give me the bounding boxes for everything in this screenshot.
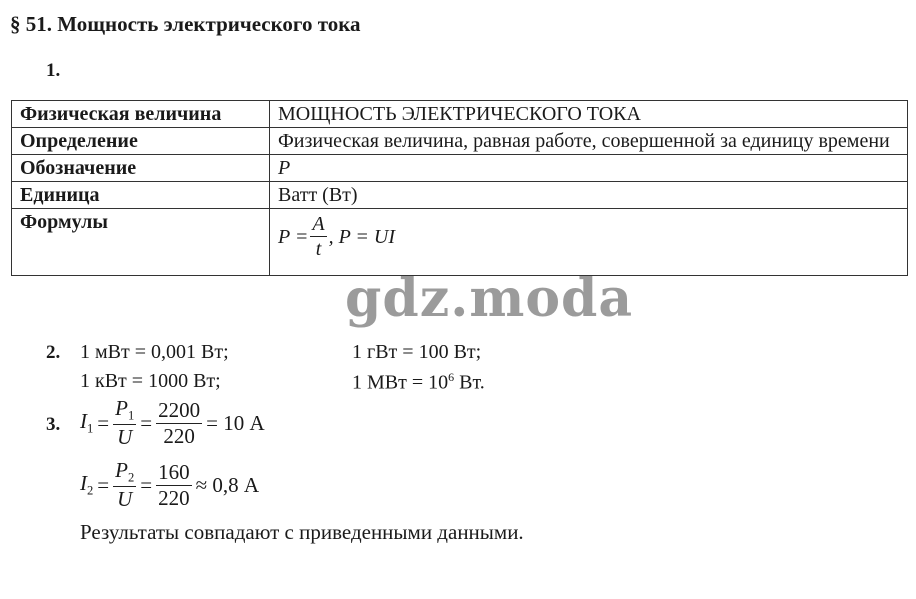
table-row	[12, 101, 908, 128]
conversion-item	[352, 370, 485, 395]
formula-fraction	[310, 214, 326, 259]
conversion-base: 1 МВт = 10	[352, 371, 449, 394]
conclusion-text: Результаты совпадают с приведенными данными.	[80, 520, 524, 544]
eq-fraction: $\frac{160}{220}$	[158, 459, 190, 510]
task-1-number: 1.	[46, 60, 61, 81]
formula-power	[278, 214, 395, 259]
table-value: МОЩНОСТЬ ЭЛЕКТРИЧЕСКОГО ТОКА	[270, 101, 908, 128]
table-row	[12, 155, 908, 182]
eq-fraction: $\frac{P_2}{U}$	[115, 458, 135, 511]
table-row	[12, 182, 908, 209]
conversion-item: 1 кВт = 1000 Вт;	[80, 370, 221, 392]
table-key: Единица	[12, 182, 270, 209]
table-key: Обозначение	[12, 155, 270, 182]
table-value: Ватт (Вт)	[270, 182, 908, 209]
equation-current-2: $I_2$ = $\frac{P_2}{U}$ = $\frac{160}{220}$ ≈ 0,8 А	[80, 458, 260, 511]
eq-lhs: $I_2$	[80, 471, 94, 498]
table-value: P	[270, 155, 908, 182]
page-title: § 51. Мощность электрического тока	[10, 12, 361, 36]
table-row	[12, 128, 908, 155]
table-value	[270, 209, 908, 276]
conversion-unit: Вт.	[454, 371, 485, 394]
table-key: Определение	[12, 128, 270, 155]
quantity-table	[11, 100, 908, 276]
conversion-item: 1 гВт = 100 Вт;	[352, 341, 482, 363]
fraction-numerator: A	[312, 213, 325, 235]
eq-result: = 10 А	[206, 410, 265, 435]
formula-lhs: P =	[278, 225, 309, 248]
task-2-number: 2.	[46, 342, 61, 363]
table-row	[12, 209, 908, 276]
eq-lhs: $I_1$	[80, 409, 94, 436]
table-key: Физическая величина	[12, 101, 270, 128]
eq-fraction: $\frac{2200}{220}$	[158, 397, 201, 448]
fraction-denominator: t	[315, 238, 322, 260]
formula-rest: , P = UI	[328, 225, 396, 248]
conversion-exponent: 6	[448, 370, 455, 384]
table-key: Формулы	[12, 209, 270, 276]
eq-result: ≈ 0,8 А	[195, 472, 260, 497]
eq-fraction: $\frac{P_1}{U}$	[115, 396, 135, 449]
watermark-logo: gdz.moda	[345, 268, 634, 329]
task-3-number: 3.	[46, 414, 61, 435]
conversion-item: 1 мВт = 0,001 Вт;	[80, 341, 229, 363]
table-value: Физическая величина, равная работе, совершенной за единицу времени	[270, 128, 908, 155]
equation-current-1: $I_1$ = $\frac{P_1}{U}$ = $\frac{2200}{220}$ = 10 А	[80, 396, 265, 449]
